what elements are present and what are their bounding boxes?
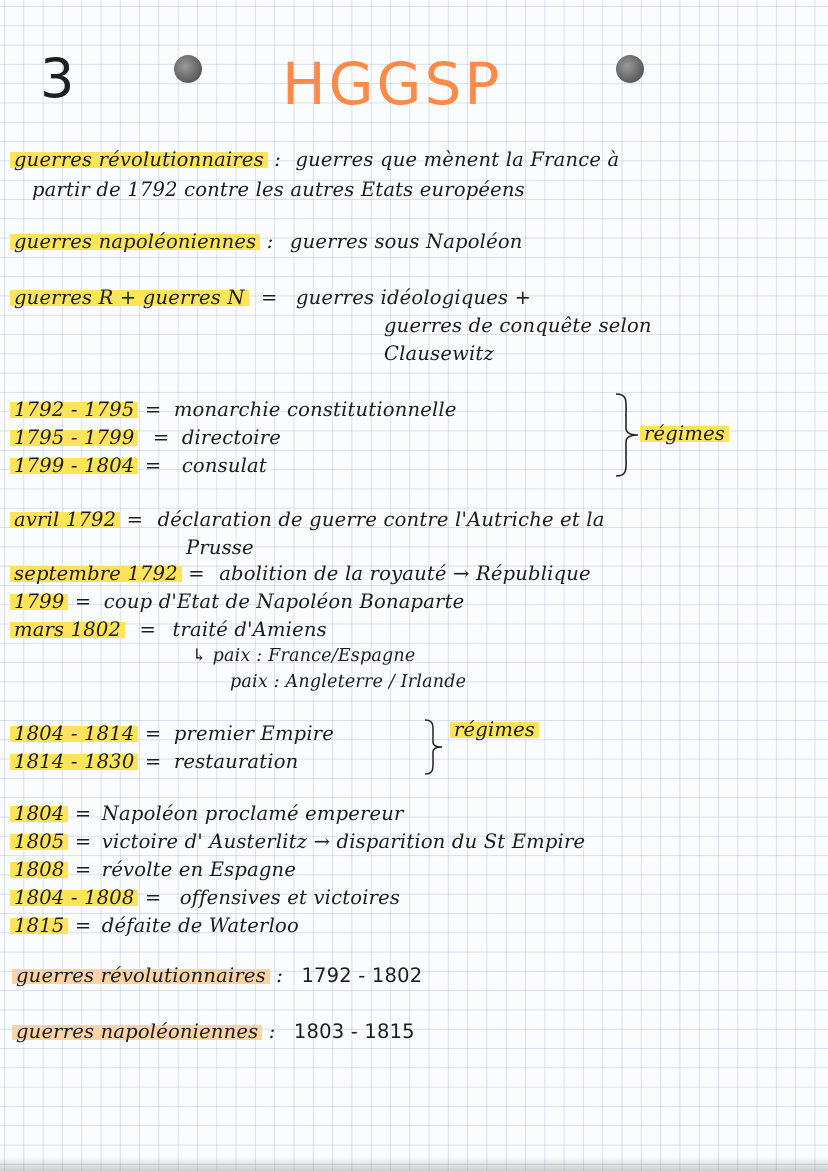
definition-term: guerres révolutionnaires [10, 148, 268, 171]
summary-sep: : [276, 964, 284, 987]
regime-sep: = [144, 750, 162, 773]
event-text: abolition de la royauté → République [219, 562, 591, 585]
summary-value: 1803 - 1815 [293, 1020, 415, 1043]
regime-row [10, 428, 281, 448]
event-text: coup d'Etat de Napoléon Bonaparte [103, 590, 465, 613]
regime-row [10, 752, 298, 772]
binder-hole-left [174, 55, 202, 83]
regime-date: 1799 - 1804 [10, 454, 138, 477]
event-row [10, 832, 585, 852]
definition-3-line-2: guerres de conquête selon [384, 314, 652, 337]
event-sep: = [188, 562, 205, 585]
event-text: traité d'Amiens [172, 618, 327, 641]
event-date: mars 1802 [10, 618, 125, 641]
event-text: offensives et victoires [179, 886, 401, 909]
regime-date: 1814 - 1830 [10, 750, 138, 773]
event-sep: = [74, 830, 92, 853]
event-sub: ↳ paix : France/Espagne [192, 646, 416, 666]
event-sep: = [74, 802, 92, 825]
binder-hole-right [616, 55, 644, 83]
event-row [10, 564, 591, 584]
event-row [10, 592, 464, 612]
event-continued: Prusse [186, 536, 254, 559]
event-date: 1815 [10, 914, 68, 937]
event-text: déclaration de guerre contre l'Autriche et la [157, 508, 605, 531]
event-row [10, 804, 404, 824]
event-sep: = [139, 618, 157, 641]
definition-term: guerres R + guerres N [10, 286, 249, 309]
definition-term: guerres napoléoniennes [10, 230, 260, 253]
definition-text: guerres que mènent la France à [295, 148, 620, 171]
regime-row [10, 456, 267, 476]
regime-label: consulat [181, 454, 267, 477]
definition-sep: = [261, 286, 278, 309]
event-row [10, 916, 299, 936]
regime-label: premier Empire [173, 722, 335, 745]
regime-row [10, 400, 457, 420]
event-sep: = [74, 914, 92, 937]
summary-row [12, 966, 422, 986]
regime-sep: = [144, 398, 162, 421]
event-row [10, 860, 296, 880]
definition-sep: : [266, 230, 274, 253]
event-date: 1804 - 1808 [10, 886, 138, 909]
summary-term: guerres révolutionnaires [12, 964, 270, 987]
definition-text: guerres idéologiques + [295, 286, 532, 309]
event-sep: = [74, 858, 92, 881]
event-text: Napoléon proclamé empereur [101, 802, 404, 825]
event-text: révolte en Espagne [101, 858, 297, 881]
definition-sep: : [274, 148, 282, 171]
event-text: victoire d' Austerlitz → disparition du St Empire [101, 830, 586, 853]
event-row [10, 620, 327, 640]
event-date: avril 1792 [10, 508, 120, 531]
event-date: 1799 [10, 590, 68, 613]
definition-1 [10, 150, 619, 170]
event-sep: = [144, 886, 162, 909]
event-date: 1805 [10, 830, 68, 853]
regime-sep: = [152, 426, 170, 449]
regime-date: 1804 - 1814 [10, 722, 138, 745]
regime-row [10, 724, 334, 744]
definition-3 [10, 288, 531, 308]
event-date: 1804 [10, 802, 68, 825]
summary-row [12, 1022, 415, 1042]
regime-label: directoire [181, 426, 281, 449]
summary-term: guerres napoléoniennes [12, 1020, 262, 1043]
regimes-label-text: régimes [450, 718, 539, 741]
regime-date: 1795 - 1799 [10, 426, 138, 449]
summary-value: 1792 - 1802 [301, 964, 423, 987]
event-date: septembre 1792 [10, 562, 182, 585]
right-brace-icon [422, 718, 446, 776]
definition-2 [10, 232, 523, 252]
page-number: 3 [40, 47, 75, 110]
definition-1-continued: partir de 1792 contre les autres Etats européens [32, 178, 525, 201]
page-bottom-edge [0, 1157, 828, 1171]
regimes-label [450, 720, 539, 740]
summary-sep: : [268, 1020, 276, 1043]
regime-label: monarchie constitutionnelle [173, 398, 457, 421]
event-sep: = [74, 590, 92, 613]
regime-date: 1792 - 1795 [10, 398, 138, 421]
event-row [10, 510, 605, 530]
regime-sep: = [144, 722, 162, 745]
event-sep: = [126, 508, 144, 531]
regime-label: restauration [173, 750, 299, 773]
right-brace-icon [612, 392, 642, 478]
regime-sep: = [144, 454, 162, 477]
regimes-label-text: régimes [640, 422, 729, 445]
definition-text: guerres sous Napoléon [289, 230, 523, 253]
event-text: défaite de Waterloo [101, 914, 299, 937]
page-title: HGGSP [282, 50, 503, 118]
event-row [10, 888, 400, 908]
definition-3-line-3: Clausewitz [384, 342, 494, 365]
event-sub: paix : Angleterre / Irlande [230, 672, 467, 692]
regimes-label [640, 424, 729, 444]
event-date: 1808 [10, 858, 68, 881]
